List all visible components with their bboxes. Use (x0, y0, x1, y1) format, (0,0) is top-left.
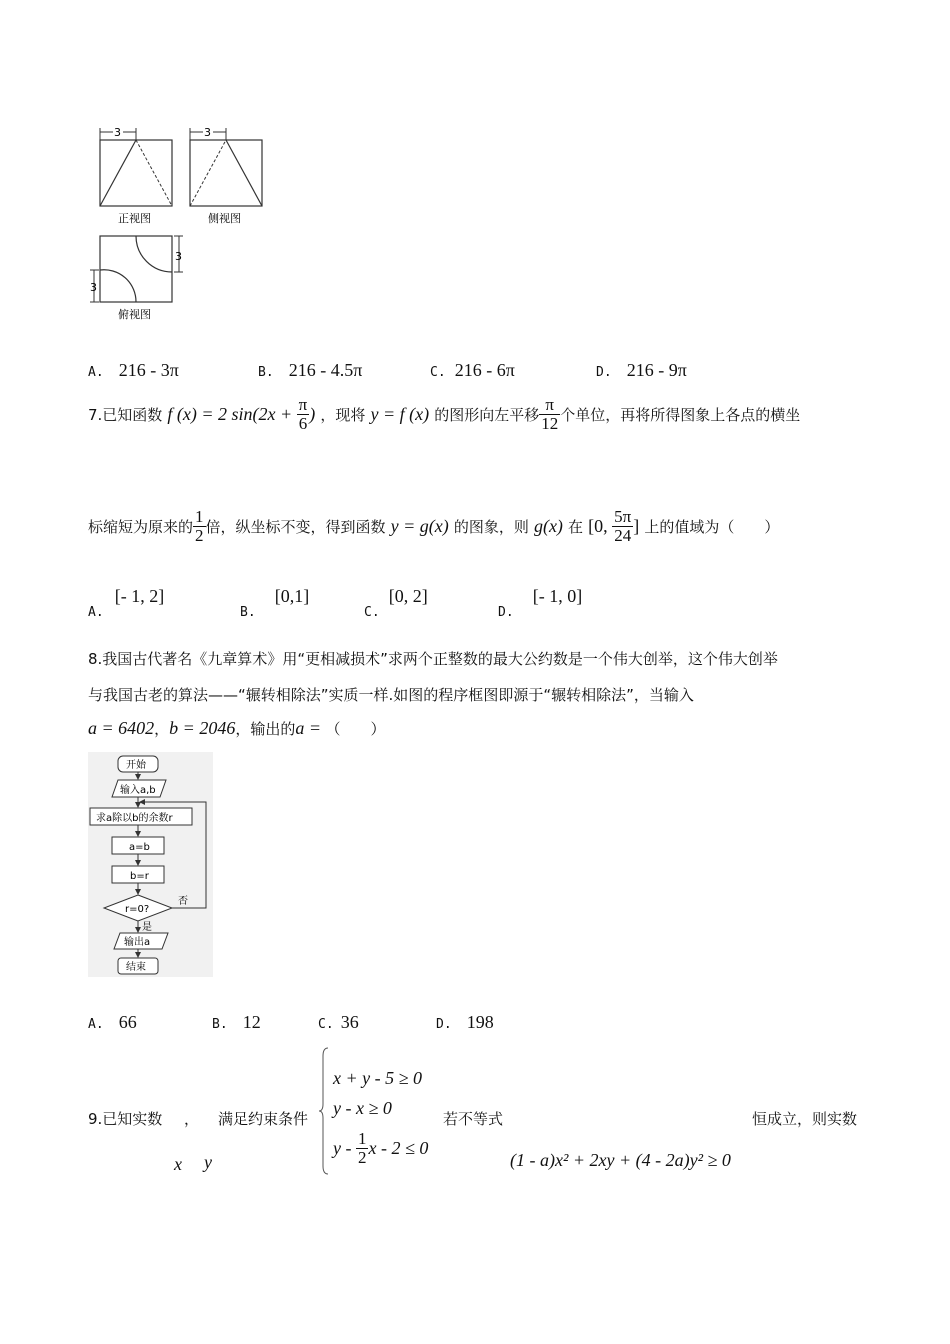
three-view-figure (85, 120, 275, 330)
top-view-label: 俯视图 (118, 308, 151, 321)
q7-ygx: y = g(x) (390, 516, 449, 536)
q6-b-label: B. (258, 365, 274, 380)
q8-a-input: a = 6402 (88, 718, 155, 738)
q9-ineq3: y - $\frac{1}{2}$ x - 2 ≤ 0 (333, 1129, 429, 1167)
svg-text:a=b: a=b (129, 842, 150, 853)
q7-yfx: y = f (x) (370, 404, 430, 424)
top-dim-right: 3 (175, 250, 182, 263)
q9-expression: (1 - a)x² + 2xy + (4 - 2a)y² ≥ 0 (510, 1150, 731, 1170)
q8-line2: 与我国古老的算法——“辗转相除法”实质一样.如图的程序框图即源于“辗转相除法”，当输入 (88, 686, 694, 704)
svg-text:b=r: b=r (130, 871, 149, 882)
q7-line2: 标缩短为原来的 $\frac{1}{2}$ 倍，纵坐标不变，得到函数 y = g(x) 的图象，则 g(x) 在 [0, $\frac{5\pi}{24}$ ] 上的值域为（ ） (88, 507, 780, 545)
q7-line1: 7.已知函数 f (x) = 2 sin(2x + $\frac{\pi}{6}$ ) ，现将 y = f (x) 的图形向左平移 $\frac{\pi}{12}$ 个单位，再将所得图象上各点的横坐 (88, 395, 801, 433)
q8-option-b[interactable]: B. 12 (212, 1012, 261, 1032)
q7-pi-over-12: $\frac{\pi}{12}$ (541, 395, 559, 433)
q6-c-label: C. (430, 365, 446, 380)
q6-option-a[interactable] (88, 360, 179, 381)
side-view (190, 125, 262, 225)
q9-brace (318, 1046, 330, 1176)
front-view (100, 125, 172, 225)
q8-line1: 8.我国古代著名《九章算术》用“更相减损术”求两个正整数的最大公约数是一个伟大创举，这个伟大创举 (88, 650, 778, 668)
front-dim: 3 (114, 126, 121, 139)
q7-option-b[interactable]: $_{B.}$ [0,1] (240, 586, 310, 620)
q6-a-label: A. (88, 365, 104, 380)
q8-flowchart (88, 752, 213, 977)
q9-inequality-text: 若不等式 (443, 1110, 504, 1128)
q7-func: f (x) = 2 sin(2x + (167, 404, 297, 424)
flow-yes-label: 是 (142, 922, 152, 933)
side-view-label: 侧视图 (208, 212, 241, 225)
q6-option-d[interactable] (596, 360, 687, 381)
side-dim: 3 (204, 126, 211, 139)
q7-one-half: $\frac{1}{2}$ (195, 507, 204, 545)
q9-constraint-text: 满足约束条件 (218, 1110, 309, 1128)
q9-var-y: y (204, 1152, 212, 1172)
q9-ineq2: y - x ≥ 0 (333, 1098, 392, 1118)
q6-b-value: 216 - 4.5π (288, 360, 363, 380)
q7-option-c[interactable]: $_{C.}$ [0, 2] (364, 586, 428, 620)
top-view (90, 236, 183, 321)
svg-text:求a除以b的余数r: 求a除以b的余数r (96, 813, 173, 824)
q9-tail: 恒成立，则实数 (752, 1110, 858, 1128)
q9-ineq1: x + y - 5 ≥ 0 (333, 1068, 422, 1088)
q8-option-d[interactable]: D. 198 (436, 1012, 494, 1032)
front-view-label: 正视图 (118, 212, 151, 225)
q7-option-a[interactable]: $_{A.}$ [- 1, 2] (88, 586, 165, 620)
svg-text:输入a,b: 输入a,b (120, 785, 156, 796)
svg-text:结束: 结束 (126, 962, 146, 973)
q6-d-value: 216 - 9π (626, 360, 687, 380)
q7-pi-over-6: $\frac{\pi}{6}$ (298, 395, 308, 433)
q8-option-c[interactable]: C. 36 (318, 1012, 359, 1032)
q8-option-a[interactable]: A. 66 (88, 1012, 137, 1032)
q8-b-input: b = 2046 (169, 718, 236, 738)
q9-prefix: 9.已知实数 (88, 1110, 163, 1128)
top-dim-left: 3 (90, 281, 97, 294)
flow-no-label: 否 (178, 896, 188, 907)
q9-var-x: x (174, 1154, 182, 1174)
svg-text:r=0?: r=0? (125, 904, 150, 915)
q7-gx: g(x) (533, 516, 563, 536)
q6-d-label: D. (596, 365, 612, 380)
svg-text:输出a: 输出a (124, 937, 151, 948)
svg-text:开始: 开始 (126, 760, 146, 771)
q6-a-value: 216 - 3π (118, 360, 179, 380)
q7-5pi-over-24: $\frac{5\pi}{24}$ (614, 507, 632, 545)
q6-option-c[interactable] (430, 360, 515, 381)
q8-line3: a = 6402，b = 2046，输出的a = （ ） (88, 718, 386, 738)
q7-prefix: 7.已知函数 (88, 406, 163, 424)
q7-option-d[interactable]: $_{D.}$ [- 1, 0] (498, 586, 583, 620)
q6-c-value: 216 - 6π (454, 360, 515, 380)
q6-option-b[interactable] (258, 360, 362, 381)
